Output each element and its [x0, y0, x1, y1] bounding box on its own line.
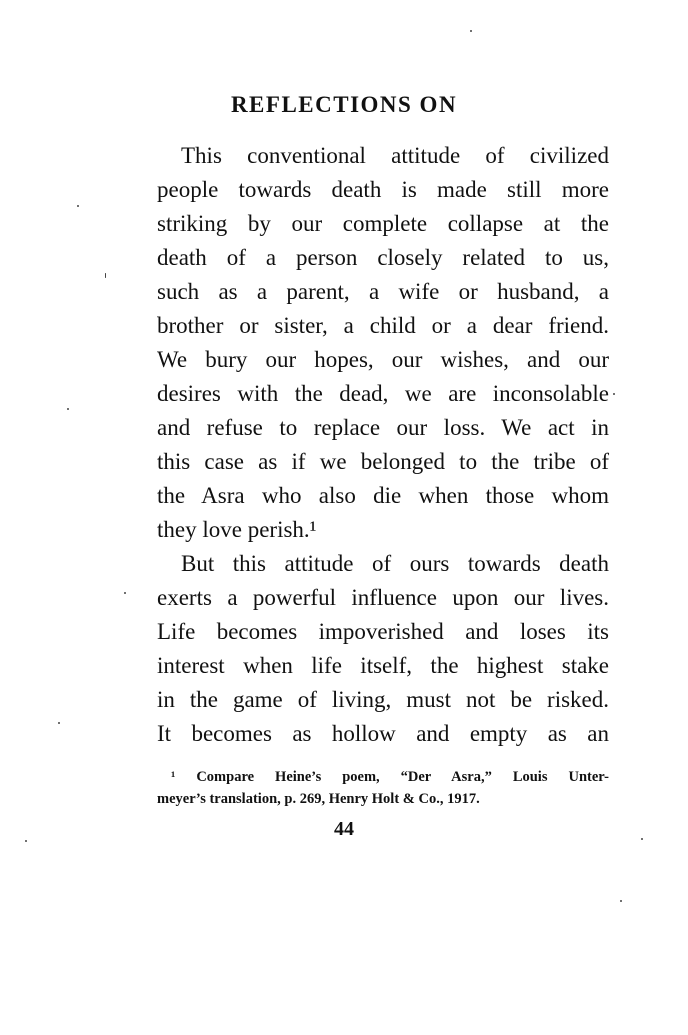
text-line: death of a person closely related to us,	[157, 245, 609, 270]
text-line: This conventional attitude of civilized	[181, 143, 609, 168]
body-text	[157, 139, 609, 751]
text-line: brother or sister, a child or a dear friend.	[157, 313, 609, 338]
running-head: REFLECTIONS ON	[230, 92, 458, 117]
scan-speck	[470, 30, 472, 32]
text-line: desires with the dead, we are inconsolable	[157, 381, 609, 406]
text-line: But this attitude of ours towards death	[181, 551, 609, 576]
scan-speck	[77, 205, 79, 207]
page-number: 44	[334, 818, 354, 840]
text-line: Life becomes impoverished and loses its	[157, 619, 609, 644]
text-line: people towards death is made still more	[157, 177, 609, 202]
scan-speck	[25, 840, 27, 842]
footnote-line: ¹ Compare Heine’s poem, “Der Asra,” Louis Unter-	[171, 769, 609, 785]
text-line: this case as if we belonged to the tribe of	[157, 449, 609, 474]
text-line: We bury our hopes, our wishes, and our	[157, 347, 609, 372]
scan-speck	[105, 273, 106, 278]
scan-speck	[124, 592, 126, 594]
scan-speck	[620, 900, 622, 902]
scan-speck	[641, 838, 643, 840]
text-line: in the game of living, must not be risked.	[157, 687, 609, 712]
footnote	[157, 766, 609, 810]
scan-speck	[58, 722, 60, 724]
text-line: and refuse to replace our loss. We act in	[157, 415, 609, 440]
scan-speck	[67, 408, 69, 410]
footnote-line: meyer’s translation, p. 269, Henry Holt & Co., 1917.	[157, 791, 480, 807]
text-line: interest when life itself, the highest stake	[157, 653, 609, 678]
scan-speck	[613, 393, 615, 395]
text-line: striking by our complete collapse at the	[157, 211, 609, 236]
text-line: It becomes as hollow and empty as an	[157, 721, 609, 746]
text-line: they love perish.¹	[157, 517, 317, 542]
text-line: the Asra who also die when those whom	[157, 483, 609, 508]
text-line: such as a parent, a wife or husband, a	[157, 279, 609, 304]
text-line: exerts a powerful influence upon our lives.	[157, 585, 609, 610]
